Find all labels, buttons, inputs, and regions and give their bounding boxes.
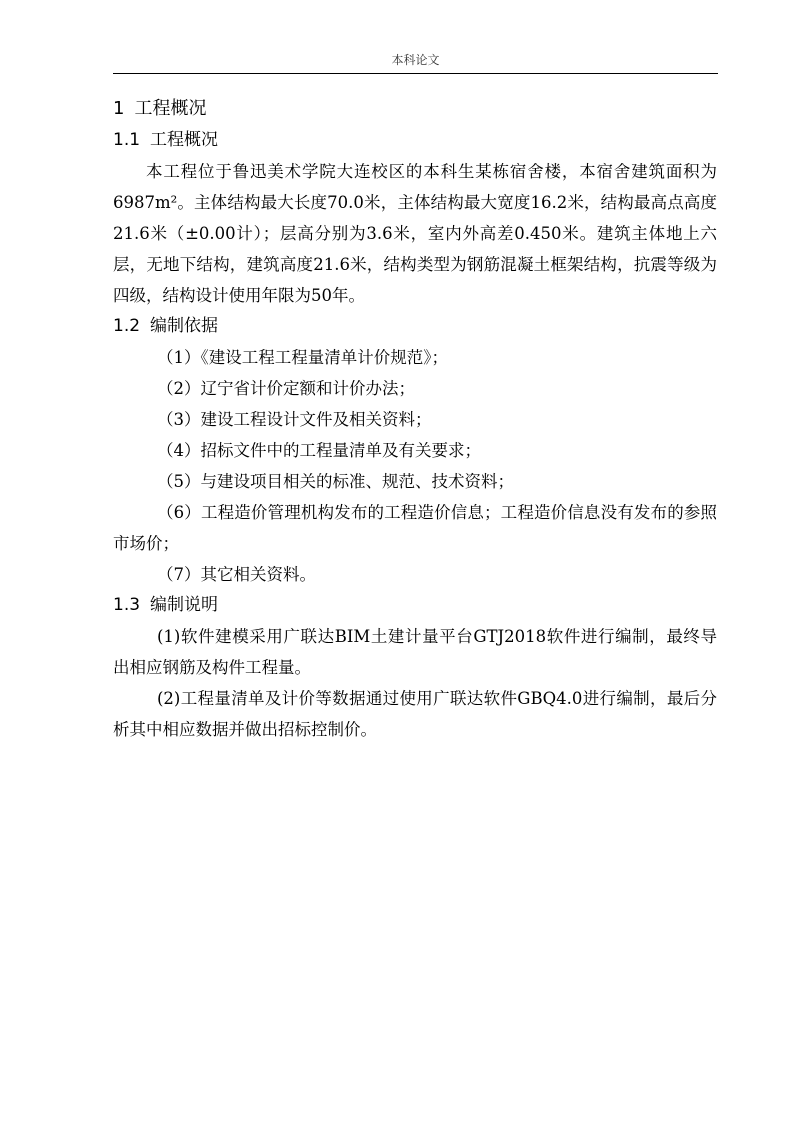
basis-item-7: （7）其它相关资料。 [157, 565, 316, 584]
chapter-number: 1 [113, 98, 125, 119]
basis-item-1: （1）《建设工程工程量清单计价规范》； [157, 348, 448, 367]
section-heading-1-2 [113, 311, 717, 342]
basis-item-2: （2）辽宁省计价定额和计价办法； [157, 379, 415, 398]
section-number: 1.3 [113, 595, 141, 615]
section-title: 编制依据 [150, 316, 219, 336]
description-item-2: (2)工程量清单及计价等数据通过使用广联达软件GBQ4.0进行编制，最后分析其中相应数据并做出招标控制价。 [113, 689, 717, 739]
chapter-heading [113, 95, 717, 125]
chapter-title: 工程概况 [134, 98, 207, 119]
section-title: 工程概况 [150, 130, 219, 150]
basis-item-4: （4）招标文件中的工程量清单及有关要求； [157, 441, 481, 460]
basis-item-3: （3）建设工程设计文件及相关资料； [157, 410, 432, 429]
header-rule [113, 73, 718, 74]
running-header: 本科论文 [391, 53, 440, 67]
section-heading-1-3 [113, 590, 717, 621]
basis-item-6: （6）工程造价管理机构发布的工程造价信息；工程造价信息没有发布的参照市场价； [113, 503, 717, 553]
section-number: 1.2 [113, 316, 141, 336]
section-title: 编制说明 [150, 595, 219, 615]
description-item-1: (1)软件建模采用广联达BIM土建计量平台GTJ2018软件进行编制，最终导出相应钢筋及构件工程量。 [113, 627, 717, 677]
basis-item-5: （5）与建设项目相关的标准、规范、技术资料； [157, 472, 514, 491]
document-body [113, 95, 717, 745]
overview-paragraph: 本工程位于鲁迅美术学院大连校区的本科生某栋宿舍楼，本宿舍建筑面积为6987m²。主体结构最大长度70.0米，主体结构最大宽度16.2米，结构最高点高度21.6米（±0.00计）；层高分别为3.6米，室内外高差0.450米。建筑主体地上六层，无地下结构，建筑高度21.6米，结构类型为钢筋混凝土框架结构，抗震等级为四级，结构设计使用年限为50年。 [113, 162, 717, 305]
section-heading-1-1 [113, 125, 717, 156]
section-number: 1.1 [113, 130, 141, 150]
